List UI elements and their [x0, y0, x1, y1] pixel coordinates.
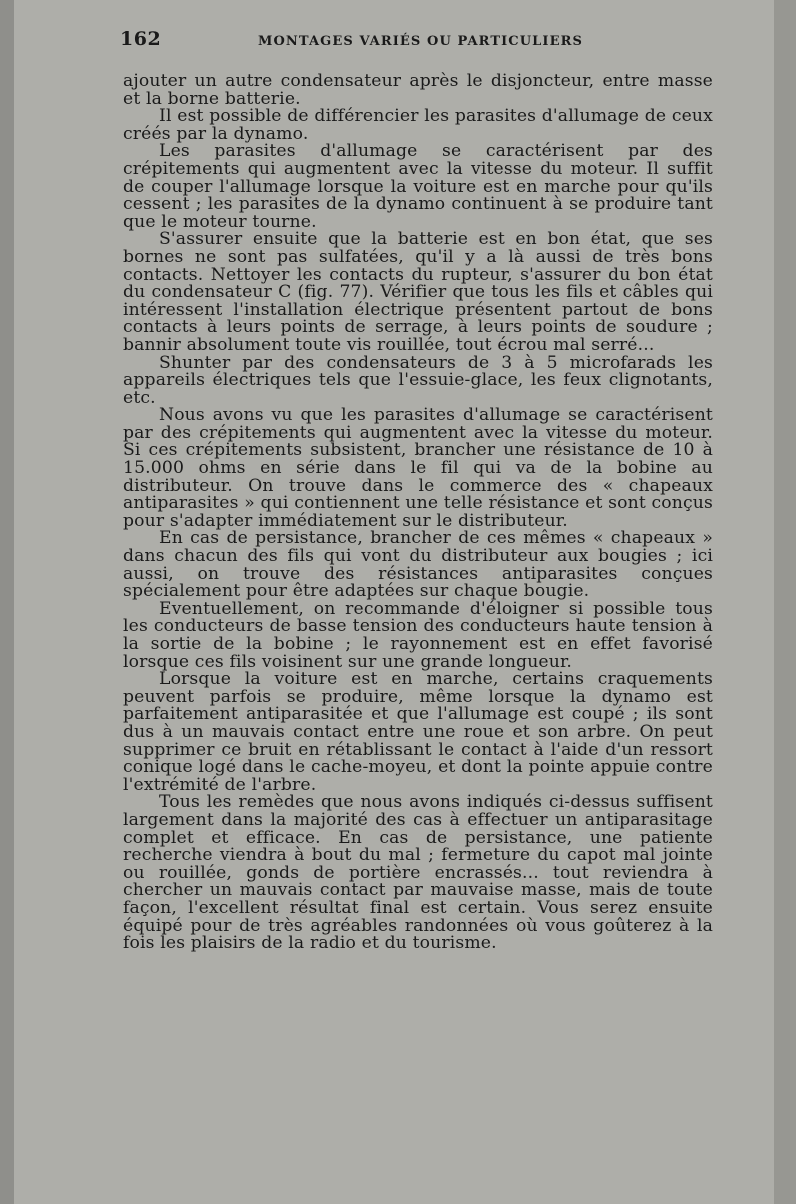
- page-outer-edge: [774, 0, 796, 1204]
- paragraph: S'assurer ensuite que la batterie est en bon état, que ses bornes ne sont pas sulfatées, qu'il y a là aussi de très bons contacts. Nettoyer les contacts du rupteur, s'assurer du bon état du condensateur C (fig. 77). Vérifier que tous les fils et câbles qui intéressent l'installation électrique présentent partout de bons contacts à leurs points de serrage, à leurs points de soudure ; bannir absolument toute vis rouillée, tout écrou mal serré...: [123, 229, 713, 355]
- paragraph-continuation: ajouter un autre condensateur après le disjoncteur, entre masse et la borne batterie.: [123, 71, 713, 109]
- paragraph: En cas de persistance, brancher de ces mêmes « chapeaux » dans chacun des fils qui vont du distributeur aux bougies ; ici aussi, on trouve des résistances antiparasites conçues spécialement pour être adaptées sur chaque bougie.: [123, 528, 713, 602]
- paragraph: Les parasites d'allumage se caractérisent par des crépitements qui augmentent avec la vitesse du moteur. Il suffit de couper l'allumage lorsque la voiture est en marche pour qu'ils cessent ; les parasites de la dynamo continuent à se produire tant que le moteur tourne.: [123, 141, 713, 232]
- page-header: [120, 28, 720, 56]
- body-text: [123, 73, 713, 953]
- running-title: MONTAGES VARIÉS OU PARTICULIERS: [258, 34, 583, 49]
- paragraph: Lorsque la voiture est en marche, certains craquements peuvent parfois se produire, même lorsque la dynamo est parfaitement antiparasitée et que l'allumage est coupé ; ils sont dus à un mauvais contact entre une roue et son arbre. On peut supprimer ce bruit en rétablissant le contact à l'aide d'un ressort conique logé dans le cache-moyeu, et dont la pointe appuie contre l'extrémité de l'arbre.: [123, 669, 713, 795]
- paragraph: Tous les remèdes que nous avons indiqués ci-dessus suffisent largement dans la majorité des cas à effectuer un antiparasitage complet et efficace. En cas de persistance, une patiente recherche viendra à bout du mal ; fermeture du capot mal jointe ou rouillée, gonds de portière encrassés... tout reviendra à chercher un mauvais contact par mauvaise masse, mais de toute façon, l'excellent résultat final est certain. Vous serez ensuite équipé pour de très agréables randonnées où vous goûterez à la fois les plaisirs de la radio et du tourisme.: [123, 792, 713, 954]
- page-binding-edge: [0, 0, 14, 1204]
- paragraph: Eventuellement, on recommande d'éloigner si possible tous les conducteurs de basse tension des conducteurs haute tension à la sortie de la bobine ; le rayonnement est en effet favorisé lorsque ces fils voisinent sur une grande longueur.: [123, 598, 713, 672]
- paragraph: Shunter par des condensateurs de 3 à 5 microfarads les appareils électriques tels que l'essuie-glace, les feux clignotants, etc.: [123, 352, 713, 408]
- paragraph: Nous avons vu que les parasites d'allumage se caractérisent par des crépitements qui augmentent avec la vitesse du moteur. Si ces crépitements subsistent, brancher une résistance de 10 à 15.000 ohms en série dans le fil qui va de la bobine au distributeur. On trouve dans le commerce des « chapeaux antiparasites » qui contiennent une telle résistance et sont conçus pour s'adapter immédiatement sur le distributeur.: [123, 405, 713, 531]
- paragraph: Il est possible de différencier les parasites d'allumage de ceux créés par la dynamo.: [123, 106, 713, 144]
- page-number: 162: [120, 28, 162, 50]
